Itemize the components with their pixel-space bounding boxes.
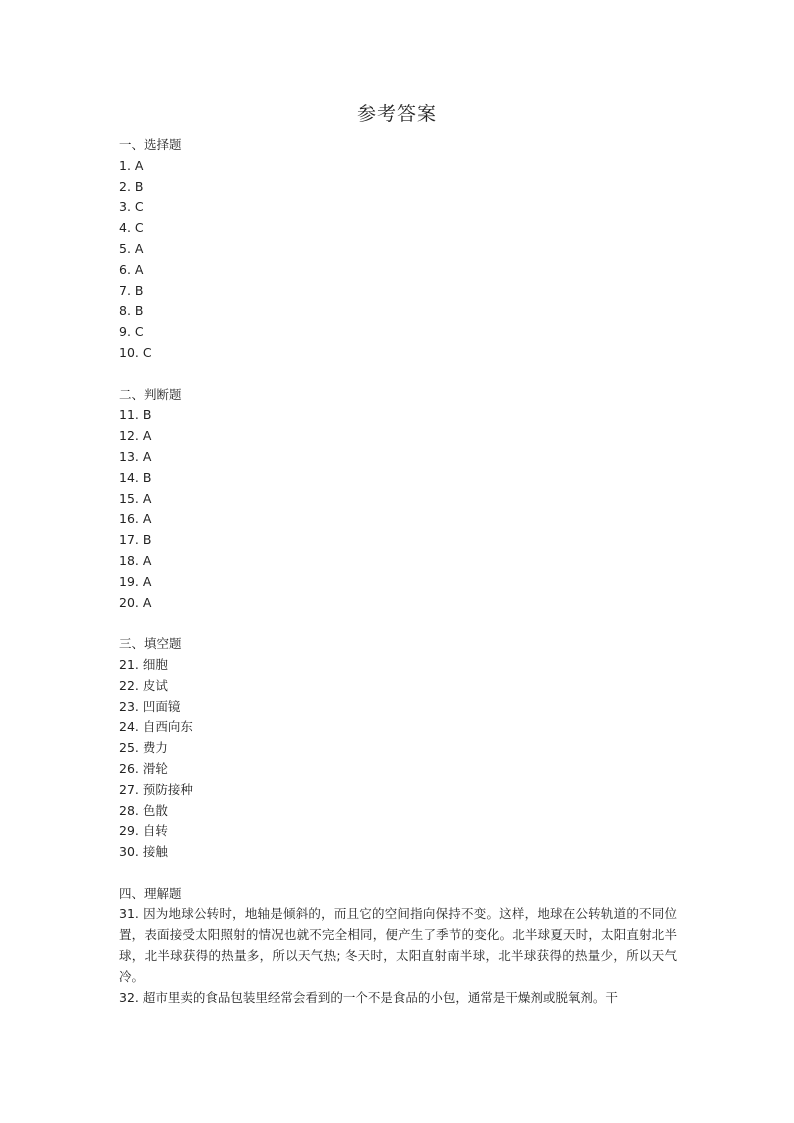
answer-text: 色散 <box>142 802 168 818</box>
section-true-false <box>119 385 677 614</box>
question-number: 27. <box>119 781 139 797</box>
answer-text: A <box>134 157 144 173</box>
question-number: 16. <box>119 511 139 527</box>
section-heading: 三、填空题 <box>119 636 182 652</box>
answer-text: B <box>142 469 152 485</box>
answer-item <box>119 322 677 343</box>
answer-text: B <box>134 282 144 298</box>
answer-content <box>119 135 677 1029</box>
answer-item <box>119 801 677 822</box>
answer-item <box>119 156 677 177</box>
question-number: 19. <box>119 573 139 589</box>
answer-text: A <box>142 573 152 589</box>
question-number: 7. <box>119 282 131 298</box>
answer-text: C <box>134 220 144 236</box>
section-heading: 二、判断题 <box>119 386 182 402</box>
answer-item <box>119 572 677 593</box>
answer-item <box>119 530 677 551</box>
answer-text: A <box>142 594 152 610</box>
answer-text: A <box>142 511 152 527</box>
question-number: 11. <box>119 407 139 423</box>
question-number: 14. <box>119 469 139 485</box>
question-number: 9. <box>119 324 131 340</box>
question-number: 8. <box>119 303 131 319</box>
answer-item <box>119 697 677 718</box>
question-number: 4. <box>119 220 131 236</box>
section-comprehension <box>119 884 677 1009</box>
question-number: 1. <box>119 157 131 173</box>
section-heading: 一、选择题 <box>119 137 182 152</box>
answer-item <box>119 177 677 198</box>
answer-item <box>119 218 677 239</box>
answer-item <box>119 842 677 863</box>
answer-item <box>119 281 677 302</box>
question-number: 30. <box>119 844 139 860</box>
answer-text: B <box>134 303 144 319</box>
question-number: 15. <box>119 490 139 506</box>
question-number: 29. <box>119 823 139 839</box>
answer-paragraph <box>119 988 677 1009</box>
answer-text: 自转 <box>142 823 168 839</box>
answer-text: 预防接种 <box>142 781 193 797</box>
answer-paragraph <box>119 904 677 987</box>
answer-text: A <box>142 428 152 444</box>
answer-text: C <box>142 344 152 360</box>
answer-item <box>119 343 677 364</box>
section-fill-blank <box>119 634 677 863</box>
question-number: 32. <box>119 989 139 1005</box>
section-multiple-choice <box>119 135 677 364</box>
answer-item <box>119 551 677 572</box>
question-number: 25. <box>119 740 139 756</box>
question-number: 31. <box>119 906 139 922</box>
question-number: 2. <box>119 178 131 194</box>
answer-item <box>119 489 677 510</box>
question-number: 28. <box>119 802 139 818</box>
answer-item <box>119 759 677 780</box>
answer-item <box>119 821 677 842</box>
answer-text: 细胞 <box>142 656 168 672</box>
question-number: 26. <box>119 760 139 776</box>
question-number: 12. <box>119 428 139 444</box>
question-number: 6. <box>119 261 131 277</box>
answer-text: 滑轮 <box>142 760 168 776</box>
answer-item <box>119 197 677 218</box>
answer-text: 皮试 <box>142 677 168 693</box>
question-number: 23. <box>119 698 139 714</box>
question-number: 24. <box>119 719 139 735</box>
question-number: 13. <box>119 448 139 464</box>
question-number: 17. <box>119 532 139 548</box>
answer-text: 凹面镜 <box>142 698 181 714</box>
question-number: 10. <box>119 344 139 360</box>
answer-item <box>119 426 677 447</box>
answer-item <box>119 447 677 468</box>
answer-text: C <box>134 324 144 340</box>
question-number: 20. <box>119 594 139 610</box>
answer-text: 接触 <box>142 844 168 860</box>
answer-item <box>119 780 677 801</box>
answer-item <box>119 676 677 697</box>
question-number: 3. <box>119 199 131 215</box>
answer-text: B <box>142 407 152 423</box>
answer-item <box>119 509 677 530</box>
answer-item <box>119 717 677 738</box>
answer-item <box>119 468 677 489</box>
answer-text: 因为地球公转时，地轴是倾斜的，而且它的空间指向保持不变。这样，地球在公转轨道的不同位置，表面接受太阳照射的情况也就不完全相同，便产生了季节的变化。北半球夏天时，太阳直射北半球，北半球获得的热量多，所以天气热; 冬天时，太阳直射南半球，北半球获得的热量少，所以天气冷。 <box>119 906 677 984</box>
answer-text: B <box>134 178 144 194</box>
answer-item <box>119 593 677 614</box>
answer-text: A <box>142 490 152 506</box>
answer-text: A <box>134 240 144 256</box>
question-number: 18. <box>119 552 139 568</box>
question-number: 21. <box>119 656 139 672</box>
answer-text: A <box>142 448 152 464</box>
answer-text: C <box>134 199 144 215</box>
answer-text: 自西向东 <box>142 719 193 735</box>
answer-text: 超市里卖的食品包装里经常会看到的一个不是食品的小包，通常是干燥剂或脱氧剂。干 <box>142 989 618 1005</box>
answer-text: 费力 <box>142 740 168 756</box>
answer-item <box>119 239 677 260</box>
answer-item <box>119 655 677 676</box>
question-number: 5. <box>119 240 131 256</box>
answer-item <box>119 260 677 281</box>
question-number: 22. <box>119 677 139 693</box>
answer-text: B <box>142 532 152 548</box>
answer-text: A <box>142 552 152 568</box>
answer-item <box>119 405 677 426</box>
answer-item <box>119 301 677 322</box>
answer-item <box>119 738 677 759</box>
section-heading: 四、理解题 <box>119 885 182 901</box>
page-title: 参考答案 <box>356 103 437 125</box>
answer-text: A <box>134 261 144 277</box>
